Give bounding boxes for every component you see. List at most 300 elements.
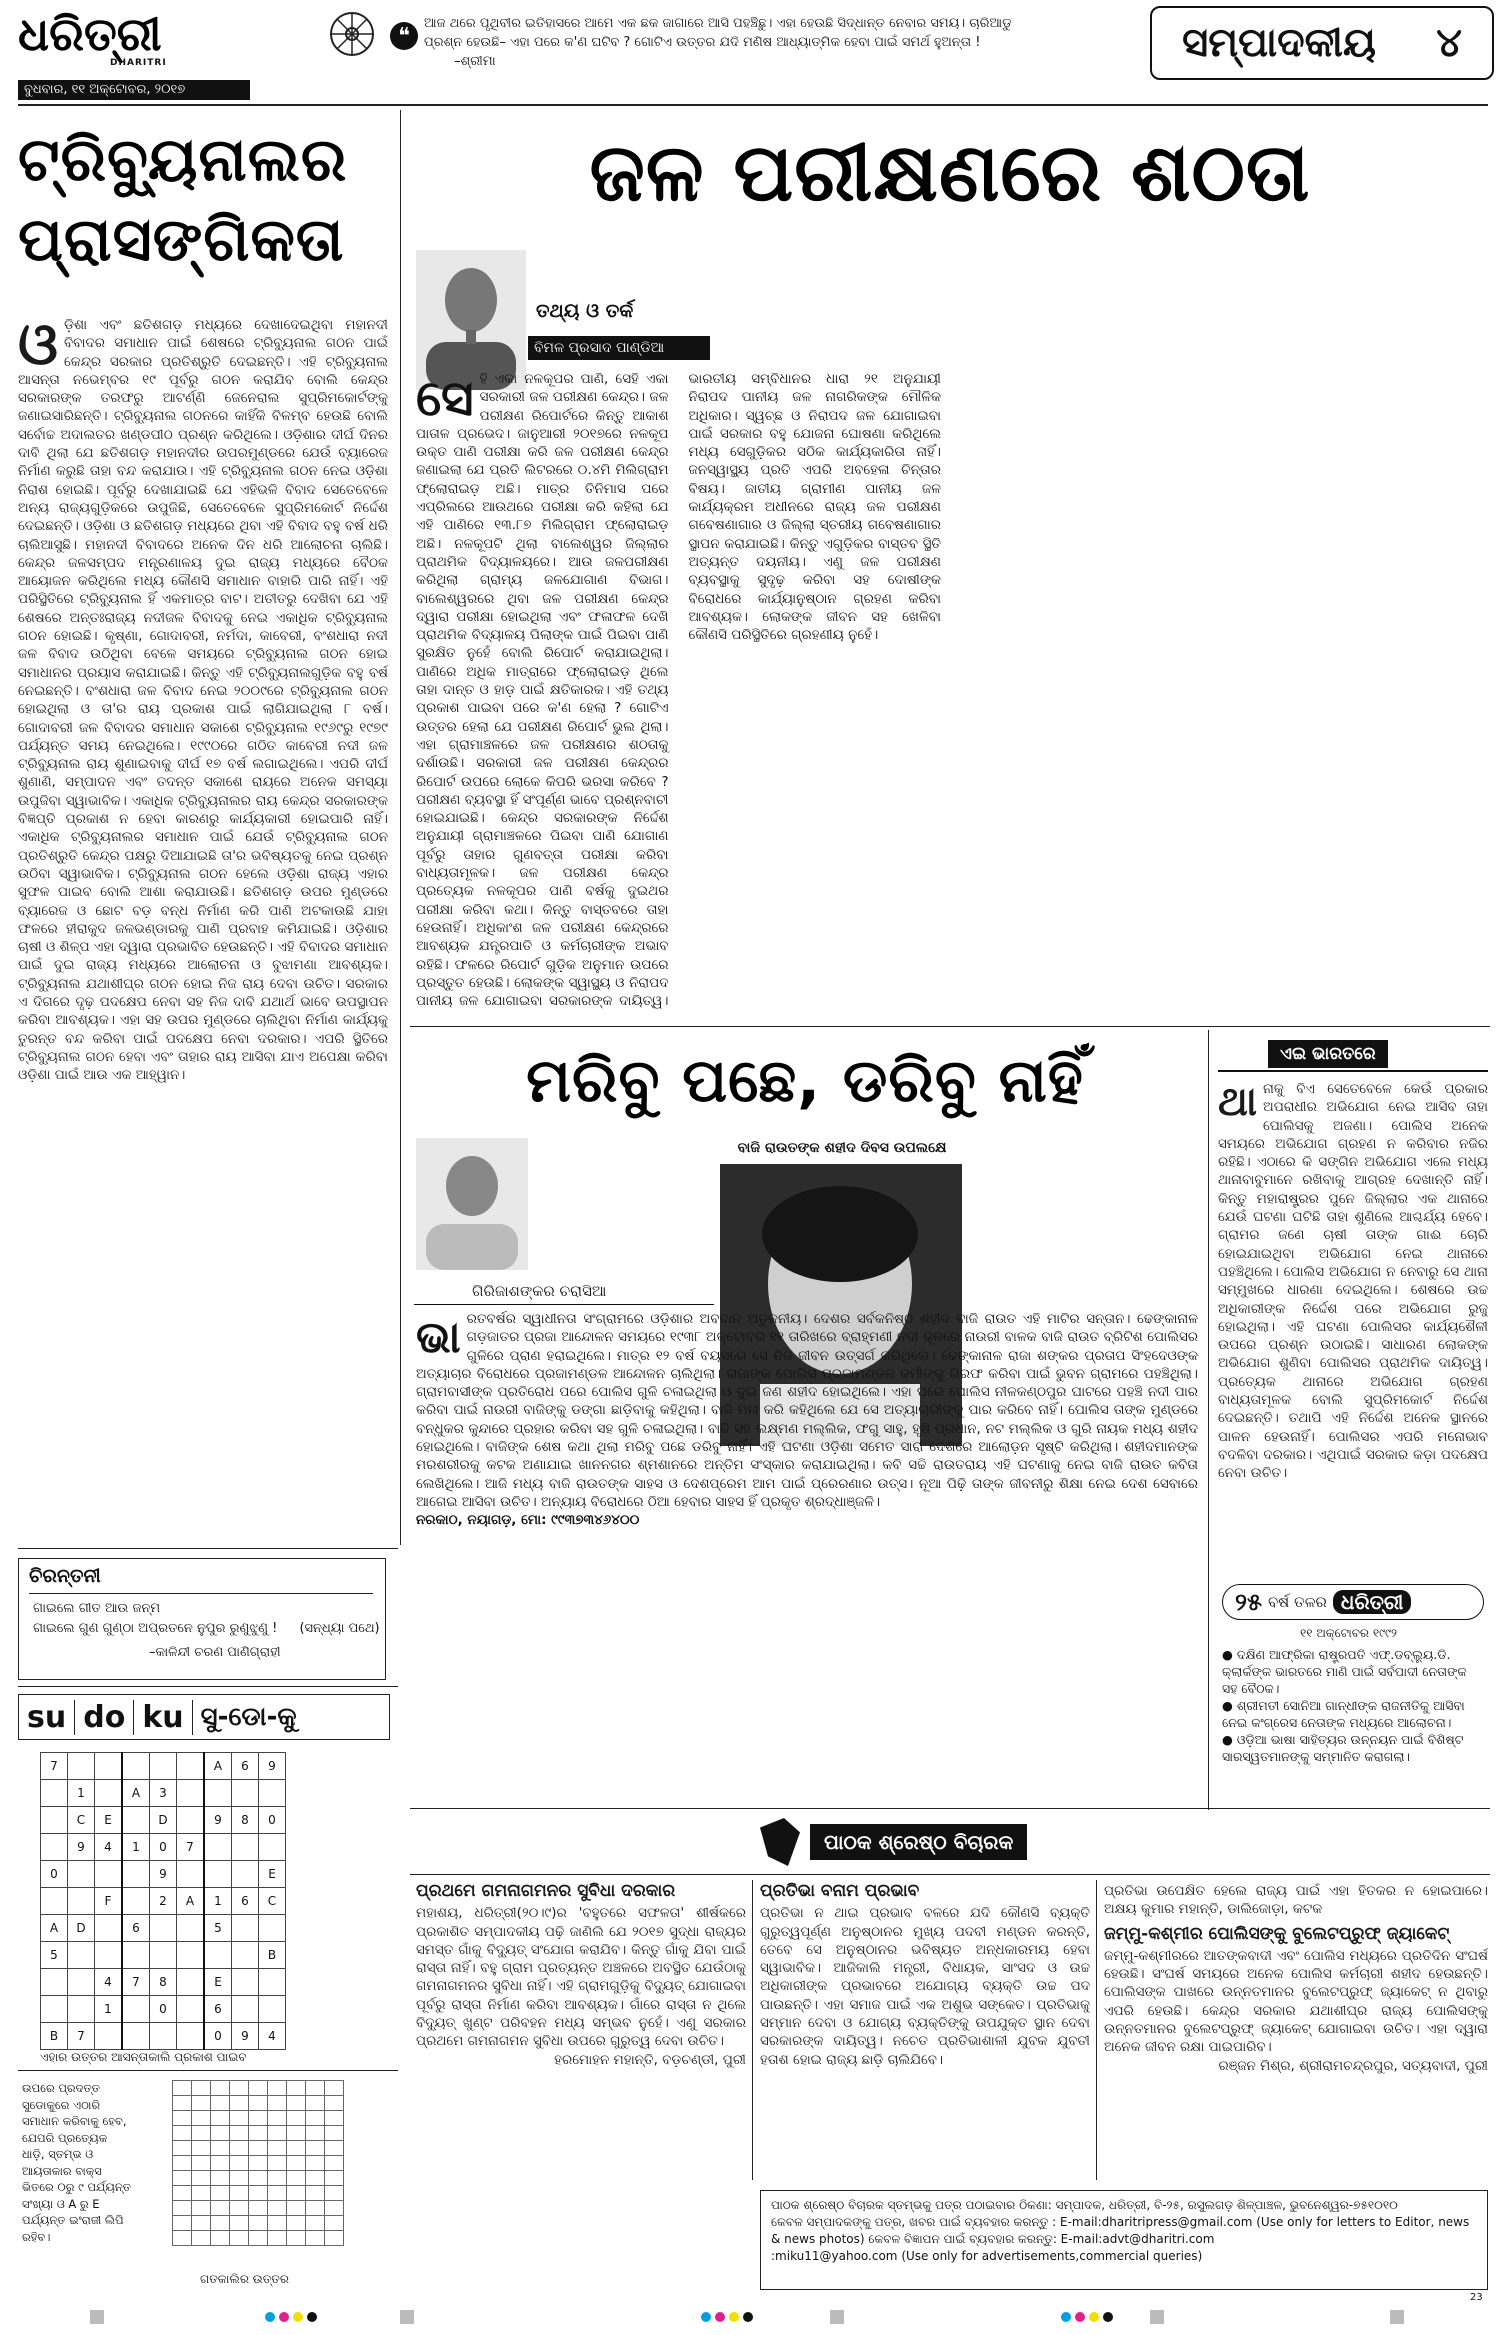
letters-footer-advt: :miku11@yahoo.com (Use only for advertisements,commercial queries) xyxy=(771,2249,1203,2263)
sudoku-cell xyxy=(150,1942,177,1969)
answer-cell xyxy=(173,2156,192,2171)
quote-author: –ଶ୍ରୀମା xyxy=(454,54,496,69)
answer-cell xyxy=(268,2141,287,2156)
ei-bharat-title: ଏଇ ଭାରତରେ xyxy=(1268,1040,1388,1068)
letter-3-signature: ରଞ୍ଜନ ମିଶ୍ର, ଶ୍ରୀରାମଚନ୍ଦ୍ରପୁର, ସତ୍ୟବାଦୀ, ପୁରୀ xyxy=(1218,2057,1488,2074)
answer-cell xyxy=(325,2186,344,2201)
sudoku-cell: 8 xyxy=(150,1969,177,1996)
ei-bharat-title-bar xyxy=(1218,1040,1488,1072)
answer-row xyxy=(173,2171,344,2186)
article2-dropcap: ଭା xyxy=(416,1312,461,1363)
sudoku-cell: 8 xyxy=(232,1807,259,1834)
sudoku-row xyxy=(41,2023,286,2050)
answer-cell xyxy=(268,2171,287,2186)
quote-mark-icon: ❝ xyxy=(390,22,418,50)
answer-cell xyxy=(249,2096,268,2111)
answer-cell xyxy=(306,2216,325,2231)
answer-cell xyxy=(287,2096,306,2111)
sudoku-cell xyxy=(259,1996,286,2023)
answer-cell xyxy=(325,2216,344,2231)
masthead-date: ବୁଧବାର, ୧୧ ଅକ୍ଟୋବର, ୨୦୧୭ xyxy=(24,82,186,97)
sudoku-note: ଏହାର ଉତ୍ତର ଆସନ୍ତାକାଲି ପ୍ରକାଶ ପାଇବ xyxy=(40,2050,247,2064)
article1-text: ହି ଏକା ନଳକୂପର ପାଣି, ସେହି ଏକା ସରକାରୀ ଜଳ ପରୀକ୍ଷଣ କେନ୍ଦ୍ର। ଜଳ ପରୀକ୍ଷଣ ରିପୋର୍ଟରେ କିନ୍ତୁ ଆକାଶ ପାତାଳ ପ୍ରଭେଦ। ଜାନୁଆରୀ ୨୦୧୭ରେ ନଳକୂପ ଉକ୍ତ ପାଣି ପରୀକ୍ଷା କରି ଜଳ ପରୀକ୍ଷଣ କେନ୍ଦ୍ର ଜଣାଇଲା ଯେ ପ୍ରତି ଲିଟରରେ ୦.୪ମି ମିଲିଗ୍ରାମ ଫ୍ଲୋରାଇଡ଼ ଅଛି। ମାତ୍ର ତିନିମାସ ପରେ ଏପ୍ରିଲରେ ଆଉଥରେ ପରୀକ୍ଷା କରି କହିଲା ଯେ ଏହି ପାଣିରେ ୧୩.୮୭ ମିଲିଗ୍ରାମ ଫ୍ଲୋରାଇଡ଼ ଅଛି। ନଳକୂପଟି ଥିଲା ବାଲେଶ୍ୱର ଜିଲ୍ଲାର ପ୍ରାଥମିକ ବିଦ୍ୟାଳୟରେ। ଆଉ ଜଳପରୀକ୍ଷଣ କରିଥିଲା ଗ୍ରାମ୍ୟ ଜଳଯୋଗାଣ ବିଭାଗ। ବାଲେଶ୍ୱରରେ ଥିବା ଜଳ ପରୀକ୍ଷଣ କେନ୍ଦ୍ର ଦ୍ୱାରା ପରୀକ୍ଷା ହୋଇଥିଲା ଏବଂ ଫଳାଫଳ ଦେଖି ପ୍ରାଥମିକ ବିଦ୍ୟାଳୟ ପିଲାଙ୍କ ପାଇଁ ପିଇବା ପାଣି ସୁରକ୍ଷିତ ନୁହେଁ ବୋଲି ରିପୋର୍ଟ କରାଯାଇଥିଲା। ପାଣିରେ ଅଧିକ ମାତ୍ରାରେ ଫ୍ଲୋରାଇଡ଼ ଥିଲେ ତାହା ଦାନ୍ତ ଓ ହାଡ଼ ପାଇଁ କ୍ଷତିକାରକ। ଏହି ତଥ୍ୟ ପ୍ରକାଶ ପାଇବା ପରେ କ'ଣ ହେଲା ? ଗୋଟିଏ ଉତ୍ତର ହେଲା ଯେ ପରୀକ୍ଷଣ ରିପୋର୍ଟ ଭୁଲ ଥିଲା। ଏହା ଗ୍ରାମାଞ୍ଚଳରେ ଜଳ ପରୀକ୍ଷଣର ଶଠତାକୁ ଦର୍ଶାଉଛି। ସରକାରୀ ଜଳ ପରୀକ୍ଷଣ କେନ୍ଦ୍ରର ରିପୋର୍ଟ ଉପରେ ଲୋକେ କିପରି ଭରସା କରିବେ ? ପରୀକ୍ଷଣ ବ୍ୟବସ୍ଥା ହିଁ ସଂପୂର୍ଣ୍ଣ ଭାବେ ପ୍ରଶ୍ନବାଚୀ ହୋଇଯାଇଛି। କେନ୍ଦ୍ର ସରକାରଙ୍କ ନିର୍ଦ୍ଦେଶ ଅନୁଯାୟୀ ଗ୍ରାମାଞ୍ଚଳରେ ପିଇବା ପାଣି ଯୋଗାଣ ପୂର୍ବରୁ ତାହାର ଗୁଣବତ୍ତା ପରୀକ୍ଷା କରିବା ବାଧ୍ୟତାମୂଳକ। ଜଳ ପରୀକ୍ଷଣ କେନ୍ଦ୍ର ପ୍ରତ୍ୟେକ ନଳକୂପର ପାଣି ବର୍ଷକୁ ଦୁଇଥର ପରୀକ୍ଷା କରିବା କଥା। କିନ୍ତୁ ବାସ୍ତବରେ ତାହା ହେଉନାହିଁ। ଅଧିକାଂଶ ଜଳ ପରୀକ୍ଷଣ କେନ୍ଦ୍ରରେ ଆବଶ୍ୟକ ଯନ୍ତ୍ରପାତି ଓ କର୍ମଚାରୀଙ୍କ ଅଭାବ ରହିଛି। ଫଳରେ ରିପୋର୍ଟ ଗୁଡ଼ିକ ଅନୁମାନ ଉପରେ ପ୍ରସ୍ତୁତ ହେଉଛି। ଲୋକଙ୍କ ସ୍ୱାସ୍ଥ୍ୟ ଓ ନିରାପଦ ପାନୀୟ ଜଳ ଯୋଗାଇବା ସରକାରଙ୍କ ଦାୟିତ୍ୱ। ଭାରତୀୟ ସମ୍ବିଧାନର ଧାରା ୨୧ ଅନୁଯାୟୀ ନିରାପଦ ପାନୀୟ ଜଳ ନାଗରିକଙ୍କ ମୌଳିକ ଅଧିକାର। ସ୍ୱଚ୍ଛ ଓ ନିରାପଦ ଜଳ ଯୋଗାଇବା ପାଇଁ ସରକାର ବହୁ ଯୋଜନା ଘୋଷଣା କରିଥିଲେ ମଧ୍ୟ ସେଗୁଡ଼ିକର ସଠିକ କାର୍ଯ୍ୟକାରିତା ନାହିଁ। ଜନସ୍ୱାସ୍ଥ୍ୟ ପ୍ରତି ଏପରି ଅବହେଳା ଚିନ୍ତାର ବିଷୟ। ଜାତୀୟ ଗ୍ରାମୀଣ ପାନୀୟ ଜଳ କାର୍ଯ୍ୟକ୍ରମ ଅଧୀନରେ ରାଜ୍ୟ ଜଳ ପରୀକ୍ଷଣ ଗବେଷଣାଗାର ଓ ଜିଲ୍ଲା ସ୍ତରୀୟ ଗବେଷଣାଗାର ସ୍ଥାପନ କରାଯାଇଛି। କିନ୍ତୁ ଏଗୁଡ଼ିକର ବାସ୍ତବ ସ୍ଥିତି ଅତ୍ୟନ୍ତ ଦୟନୀୟ। ଏଣୁ ଜଳ ପରୀକ୍ଷଣ ବ୍ୟବସ୍ଥାକୁ ସୁଦୃଢ଼ କରିବା ସହ ଦୋଷୀଙ୍କ ବିରୋଧରେ କାର୍ଯ୍ୟାନୁଷ୍ଠାନ ଗ୍ରହଣ କରିବା ଆବଶ୍ୟକ। ଲୋକଙ୍କ ଜୀବନ ସହ ଖେଳିବା କୌଣସି ପରିସ୍ଥିତିରେ ଗ୍ରହଣୀୟ ନୁହେଁ। xyxy=(416,371,941,1010)
answer-cell xyxy=(230,2231,249,2246)
answer-cell xyxy=(230,2126,249,2141)
article2-headline: ମରିବୁ ପଛେ, ଡରିବୁ ନାହିଁ xyxy=(526,1046,1084,1116)
sudoku-cell xyxy=(177,1915,205,1942)
sudoku-cell xyxy=(68,1753,95,1780)
sudoku-title-su: su xyxy=(19,1700,75,1735)
sudoku-cell xyxy=(122,1888,150,1915)
sudoku-cell xyxy=(204,1942,232,1969)
letter-2-body: ପ୍ରତିଭା ନ ଥାଇ ପ୍ରଭାବ ବଳରେ ଯଦି କୌଣସି ବ୍ୟକ୍ତି ଗୁରୁତ୍ୱପୂର୍ଣ୍ଣ ଅନୁଷ୍ଠାନର ମୁଖ୍ୟ ପଦବୀ ମଣ୍ଡନ କରନ୍ତି, ତେବେ ସେ ଅନୁଷ୍ଠାନର ଭବିଷ୍ୟତ ଅନ୍ଧକାରମୟ ହେବା ସ୍ୱାଭାବିକ। ଆଜିକାଲି ମନ୍ତ୍ରୀ, ବିଧାୟକ, ସାଂସଦ ଓ ଉଚ୍ଚ ଅଧିକାରୀଙ୍କ ପ୍ରଭାବରେ ଅଯୋଗ୍ୟ ବ୍ୟକ୍ତି ଉଚ୍ଚ ପଦ ପାଉଛନ୍ତି। ଏହା ସମାଜ ପାଇଁ ଏକ ଅଶୁଭ ସଙ୍କେତ। ପ୍ରତିଭାକୁ ସମ୍ମାନ ଦେବା ଓ ଯୋଗ୍ୟ ବ୍ୟକ୍ତିଙ୍କୁ ଉପଯୁକ୍ତ ସ୍ଥାନ ଦେବା ସରକାରଙ୍କ ଦାୟିତ୍ୱ। ନଚେତ ପ୍ରତିଭାଶାଳୀ ଯୁବକ ଯୁବତୀ ହତାଶ ହୋଇ ରାଜ୍ୟ ଛାଡ଼ି ଚାଲିଯିବେ। xyxy=(760,1905,1090,2068)
sudoku-cell: 4 xyxy=(259,2023,286,2050)
masthead-date-bar xyxy=(18,80,250,100)
sudoku-title xyxy=(18,1694,390,1740)
article2-photo-caption: ବାଜି ରାଉତଙ୍କ ଶହୀଦ ଦିବସ ଉପଲକ୍ଷେ xyxy=(737,1140,947,1156)
sudoku-cell: 4 xyxy=(95,1969,123,1996)
answer-cell xyxy=(173,2186,192,2201)
sudoku-cell xyxy=(95,1861,123,1888)
article2-author-bar xyxy=(414,1278,714,1305)
article1-author-photo xyxy=(416,250,526,390)
sudoku-cell xyxy=(41,1888,68,1915)
article2-author-photo xyxy=(416,1138,528,1270)
answer-row xyxy=(173,2141,344,2156)
answer-cell xyxy=(211,2216,230,2231)
logo-text: ଧରିତ୍ରୀ xyxy=(18,7,162,61)
letter-3-heading: ଜମ୍ମୁ-କଶ୍ମୀର ପୋଲିସଙ୍କୁ ବୁଲେଟପ୍ରୁଫ୍ ଜ୍ୟାକେଟ୍ xyxy=(1104,1923,1450,1944)
letters-title: ପାଠକ ଶ୍ରେଷ୍ଠ ବିଚାରକ xyxy=(810,1824,1027,1860)
answer-cell xyxy=(211,2201,230,2216)
sudoku-cell xyxy=(41,1996,68,2023)
answer-cell xyxy=(173,2231,192,2246)
answer-cell xyxy=(306,2201,325,2216)
answer-cell xyxy=(192,2126,211,2141)
sudoku-cell xyxy=(232,1942,259,1969)
quote-text: ଆଜ ଥରେ ପୃଥିବୀର ଇତିହାସରେ ଆମେ ଏକ ଛକ ଜାଗାରେ ଆସି ପହଞ୍ଚିଛୁ। ଏହା ହେଉଛି ସିଦ୍ଧାନ୍ତ ନେବାର ସମୟ। ଚାରିଆଡୁ ପ୍ରଶ୍ନ ହେଉଛି– ଏହା ପରେ କ'ଣ ଘଟିବ ? ଗୋଟିଏ ଉତ୍ତର ଯଦି ମଣିଷ ଆଧ୍ୟାତ୍ମିକ ହେବା ପାଇଁ ସମର୍ଥ ହୁଅନ୍ତା ! xyxy=(424,16,1012,50)
answer-cell xyxy=(268,2186,287,2201)
answer-cell xyxy=(192,2186,211,2201)
sudoku-cell xyxy=(204,1780,232,1807)
answer-cell xyxy=(287,2171,306,2186)
answer-cell xyxy=(192,2231,211,2246)
sudoku-cell xyxy=(259,1915,286,1942)
answer-cell xyxy=(211,2111,230,2126)
anniversary-list xyxy=(1222,1646,1486,1804)
chirantani-author: –କାଳିନ୍ଦୀ ଚରଣ ପାଣିଗ୍ରାହୀ xyxy=(149,1645,281,1660)
chirantani-box xyxy=(18,1558,386,1680)
letters-footer-email: କେବଳ ସମ୍ପାଦକଙ୍କୁ ପତ୍ର, ଖବର ପାଇଁ ବ୍ୟବହାର କରନ୍ତୁ : E-mail:dharitripress@gmail.com (Use only for letters to Editor, news & news photos) କେବଳ ବିଜ୍ଞାପନ ପାଇଁ ବ୍ୟବହାର କରନ୍ତୁ: E-mail:advt@dharitri.com xyxy=(771,2215,1470,2246)
sudoku-cell: 0 xyxy=(150,1996,177,2023)
sudoku-cell: B xyxy=(259,1942,286,1969)
article2-body xyxy=(416,1310,1198,1800)
sudoku-cell: 7 xyxy=(122,1969,150,1996)
sudoku-cell: 5 xyxy=(41,1942,68,1969)
answer-row xyxy=(173,2096,344,2111)
answer-cell xyxy=(192,2111,211,2126)
sudoku-cell: 6 xyxy=(232,1753,259,1780)
anniversary-item: ● ଦକ୍ଷିଣ ଆଫ୍ରିକା ରାଷ୍ଟ୍ରପତି ଏଫ୍.ଡବ୍ଲ୍ୟୁ.ଡି. କ୍ଲାର୍କଙ୍କ ଭାରତରେ ମାଣି ପାଇଁ ସର୍ବପାଦୀ ନେତାଙ୍କ ସହ ବୈଠକ। xyxy=(1222,1647,1467,1696)
anniversary-prefix: ୨୫ xyxy=(1235,1588,1262,1616)
answer-cell xyxy=(230,2111,249,2126)
masthead-logo xyxy=(18,8,248,74)
editorial-body xyxy=(18,316,388,1538)
anniversary-date: ୧୧ ଅକ୍ଟୋବର ୧୯୯୨ xyxy=(1300,1626,1397,1640)
editorial-headline xyxy=(18,120,388,280)
article1-column-label: ତଥ୍ୟ ଓ ତର୍କ xyxy=(536,300,634,322)
sudoku-cell: 7 xyxy=(177,1834,205,1861)
letter-1-body: ମହାଶୟ, ଧରିତ୍ରୀ(୨୦।୯)ର 'ବହୁତରେ ସଫଳତା' ଶୀର୍ଷକରେ ପ୍ରକାଶିତ ସମ୍ପାଦକୀୟ ପଢ଼ି ଜାଣିଲି ଯେ ୨୦୧୭ ସୁଦ୍ଧା ରାଜ୍ୟର ସମସ୍ତ ଗାଁକୁ ବିଦ୍ୟୁତ୍ ସଂଯୋଗ କରାଯିବ। କିନ୍ତୁ ଗାଁକୁ ଯିବା ପାଇଁ ରାସ୍ତା ନାହିଁ। ବହୁ ଗ୍ରାମ ପ୍ରତ୍ୟନ୍ତ ଅଞ୍ଚଳରେ ଅବସ୍ଥିତ ଯେଉଁଠାକୁ ଗମନାଗମନର ସୁବିଧା ନାହିଁ। ଏହି ଗ୍ରାମଗୁଡ଼ିକୁ ବିଦ୍ୟୁତ୍ ଯୋଗାଇବା ପୂର୍ବରୁ ରାସ୍ତା ନିର୍ମାଣ କରିବା ଆବଶ୍ୟକ। ଗାଁରେ ରାସ୍ତା ନ ଥିଲେ ବିଦ୍ୟୁତ୍ ଖୁଣ୍ଟ ପରିବହନ ମଧ୍ୟ ସମ୍ଭବ ନୁହେଁ। ଏଣୁ ସରକାର ପ୍ରଥମେ ଗମନାଗମନ ସୁବିଧା ଉପରେ ଗୁରୁତ୍ୱ ଦେବା ଉଚିତ। xyxy=(416,1905,746,2050)
sudoku-row xyxy=(41,1807,286,1834)
sudoku-cell: 1 xyxy=(122,1834,150,1861)
chirantani-note: (ସନ୍ଧ୍ୟା ପଥେ) xyxy=(299,1621,380,1636)
anniversary-item: ● ଶ୍ରୀମତୀ ସୋନିଆ ଗାନ୍ଧୀଙ୍କ ରାଜନୀତିକୁ ଆସିବା ନେଇ କଂଗ୍ରେସ ନେତାଙ୍କ ମଧ୍ୟରେ ଆଲୋଚନା। xyxy=(1222,1698,1465,1730)
sudoku-cell xyxy=(95,1942,123,1969)
sudoku-cell xyxy=(122,1996,150,2023)
article1-author: ବିମଳ ପ୍ରସାଦ ପାଣ୍ଡିଆ xyxy=(534,340,665,356)
answer-cell xyxy=(249,2141,268,2156)
sudoku-cell: 6 xyxy=(122,1915,150,1942)
sudoku-cell: 0 xyxy=(41,1861,68,1888)
answer-cell xyxy=(249,2081,268,2096)
answer-cell xyxy=(325,2096,344,2111)
answer-cell xyxy=(230,2141,249,2156)
letters-footer-address: ପାଠକ ଶ୍ରେଷ୍ଠ ବିଚାରକ ସ୍ତମ୍ଭକୁ ପତ୍ର ପଠାଇବାର ଠିକଣା: ସମ୍ପାଦକ, ଧରିତ୍ରୀ, ବି-୨୫, ରସୁଲଗଡ଼ ଶିଳ୍ପାଞ୍ଚଳ, ଭୁବନେଶ୍ୱର-୭୫୧୦୧୦ xyxy=(771,2198,1398,2212)
sudoku-row xyxy=(41,1888,286,1915)
answer-cell xyxy=(192,2171,211,2186)
answer-cell xyxy=(211,2171,230,2186)
sudoku-cell xyxy=(41,1780,68,1807)
answer-row xyxy=(173,2201,344,2216)
answer-cell xyxy=(287,2216,306,2231)
sudoku-row xyxy=(41,1753,286,1780)
anniversary-banner xyxy=(1222,1584,1484,1620)
answer-cell xyxy=(230,2186,249,2201)
sudoku-instructions: ଉପରେ ପ୍ରଦତ୍ତ ସୁଡୋକୁରେ ଏଠାରି ସମାଧାନ କରିବାକୁ ହେବ, ଯେପରି ପ୍ରତ୍ୟେକ ଧାଡ଼ି, ସ୍ତମ୍ଭ ଓ ଆୟତାକାର ବାକ୍ସ ଭିତରେ ୦ରୁ ୯ ପର୍ଯ୍ୟନ୍ତ ସଂଖ୍ୟା ଓ A ରୁ E ପର୍ଯ୍ୟନ୍ତ ଇଂରାଜୀ ଲିପି ରହିବ। xyxy=(22,2081,131,2244)
answer-cell xyxy=(306,2171,325,2186)
sudoku-cell xyxy=(41,1834,68,1861)
sudoku-cell xyxy=(232,1996,259,2023)
sudoku-row xyxy=(41,1996,286,2023)
sudoku-cell: E xyxy=(259,1861,286,1888)
anniversary-logo: ଧରିତ୍ରୀ xyxy=(1333,1590,1411,1614)
answer-row xyxy=(173,2081,344,2096)
emblem-icon xyxy=(328,10,376,58)
sudoku-row xyxy=(41,1915,286,1942)
masthead-quote xyxy=(424,14,1014,70)
sudoku-cell: 1 xyxy=(204,1888,232,1915)
sudoku-cell: 9 xyxy=(150,1861,177,1888)
sudoku-cell: C xyxy=(68,1807,95,1834)
sudoku-cell: 0 xyxy=(259,1807,286,1834)
sudoku-cell: C xyxy=(259,1888,286,1915)
sudoku-cell xyxy=(177,1942,205,1969)
sudoku-cell xyxy=(122,1942,150,1969)
sudoku-cell xyxy=(68,1861,95,1888)
ei-bharat-body xyxy=(1218,1080,1488,1574)
answer-cell xyxy=(192,2096,211,2111)
sudoku-cell xyxy=(68,1942,95,1969)
answer-cell xyxy=(211,2081,230,2096)
answer-cell xyxy=(192,2156,211,2171)
answer-cell xyxy=(211,2156,230,2171)
answer-cell xyxy=(211,2141,230,2156)
sudoku-cell xyxy=(122,1861,150,1888)
article2-author: ଗିରିଜାଶଙ୍କର ଚରାସିଆ xyxy=(472,1282,607,1300)
answer-cell xyxy=(173,2096,192,2111)
sudoku-cell: 9 xyxy=(204,1807,232,1834)
letters-footer xyxy=(760,2190,1488,2290)
sudoku-cell: 9 xyxy=(259,1753,286,1780)
editorial-headline-line2: ପ୍ରାସଙ୍ଗିକତା xyxy=(18,205,345,275)
sudoku-title-do: do xyxy=(75,1700,134,1735)
answer-cell xyxy=(268,2081,287,2096)
answer-cell xyxy=(268,2111,287,2126)
answer-cell xyxy=(192,2216,211,2231)
sudoku-cell xyxy=(122,2023,150,2050)
letter-3 xyxy=(1104,1882,1488,2182)
sudoku-cell xyxy=(177,1807,205,1834)
sudoku-cell: 0 xyxy=(204,2023,232,2050)
page-folio: 23 xyxy=(1470,2292,1483,2303)
answer-cell xyxy=(268,2096,287,2111)
sudoku-row xyxy=(41,1969,286,1996)
answer-cell xyxy=(249,2231,268,2246)
sudoku-cell xyxy=(150,2023,177,2050)
answer-cell xyxy=(173,2201,192,2216)
answer-cell xyxy=(192,2201,211,2216)
sudoku-cell: 2 xyxy=(150,1888,177,1915)
sudoku-cell: F xyxy=(95,1888,123,1915)
sudoku-cell xyxy=(95,1753,123,1780)
sudoku-cell xyxy=(122,1807,150,1834)
sudoku-cell xyxy=(95,1915,123,1942)
chirantani-title: ଚିରନ୍ତନୀ xyxy=(29,1565,101,1587)
answer-cell xyxy=(211,2186,230,2201)
sudoku-cell xyxy=(41,1969,68,1996)
answer-cell xyxy=(211,2096,230,2111)
sudoku-cell: 9 xyxy=(232,2023,259,2050)
sudoku-answer-grid xyxy=(172,2080,344,2246)
answer-cell xyxy=(230,2216,249,2231)
sudoku-cell: 6 xyxy=(204,1996,232,2023)
answer-cell xyxy=(325,2156,344,2171)
sudoku-cell xyxy=(259,1969,286,1996)
sudoku-cell: A xyxy=(41,1915,68,1942)
answer-cell xyxy=(230,2201,249,2216)
sudoku-cell xyxy=(150,1915,177,1942)
chirantani-line1: ଗାଇଲେ ଗୀତ ଆଉ ଜନ୍ମ xyxy=(33,1601,161,1616)
answer-cell xyxy=(230,2156,249,2171)
sudoku-cell: E xyxy=(204,1969,232,1996)
answer-cell xyxy=(306,2141,325,2156)
sudoku-cell: 7 xyxy=(41,1753,68,1780)
sudoku-row xyxy=(41,1942,286,1969)
sudoku-cell xyxy=(232,1915,259,1942)
answer-row xyxy=(173,2216,344,2231)
answer-cell xyxy=(211,2231,230,2246)
answer-cell xyxy=(173,2171,192,2186)
letter-1 xyxy=(416,1882,746,2292)
ei-bharat-text: ନାକୁ ବିଏ ସେତେବେଳେ କେଉଁ ପ୍ରକାର ଅପରାଧୀର ଅଭିଯୋଗ ନେଇ ଆସିବ ତାହା ପୋଲିସକୁ ଅଜଣା। ପୋଲିସ ଅନେକ ସମୟରେ ଅଭିଯୋଗ ଗ୍ରହଣ ନ କରିବାର ନଜିର ରହିଛି। ଏଠାରେ କି ସଙ୍ଗିନ ଅଭିଯୋଗ ଏଲେ ମଧ୍ୟ ଥାନାବାବୁମାନେ ରଖିବାକୁ ଆଗ୍ରହ ଦେଖାନ୍ତି ନାହିଁ। କିନ୍ତୁ ମହାରାଷ୍ଟ୍ରର ପୁନେ ଜିଲ୍ଲାର ଏକ ଥାନାରେ ଯେଉଁ ଘଟଣା ଘଟିଛି ତାହା ଶୁଣିଲେ ଆଶ୍ଚର୍ଯ୍ୟ ହେବେ। ଗ୍ରାମର ଜଣେ ଚାଷୀ ତାଙ୍କ ଗାଈ ଚୋରି ହୋଇଯାଇଥିବା ଅଭିଯୋଗ ନେଇ ଥାନାରେ ପହଞ୍ଚିଥିଲେ। ପୋଲିସ ଅଭିଯୋଗ ନ ନେବାରୁ ସେ ଥାନା ସମ୍ମୁଖରେ ଧାରଣା ଦେଇଥିଲେ। ଶେଷରେ ଉଚ୍ଚ ଅଧିକାରୀଙ୍କ ନିର୍ଦ୍ଦେଶ ପରେ ଅଭିଯୋଗ ରୁଜୁ ହୋଇଥିଲା। ଏହି ଘଟଣା ପୋଲିସର କାର୍ଯ୍ୟଶୈଳୀ ଉପରେ ପ୍ରଶ୍ନ ଉଠାଇଛି। ସାଧାରଣ ଲୋକଙ୍କ ଅଭିଯୋଗ ଶୁଣିବା ପୋଲିସର ପ୍ରାଥମିକ ଦାୟିତ୍ୱ। ପ୍ରତ୍ୟେକ ଥାନାରେ ଅଭିଯୋଗ ଗ୍ରହଣ ବାଧ୍ୟତାମୂଳକ ବୋଲି ସୁପ୍ରିମକୋର୍ଟ ନିର୍ଦ୍ଦେଶ ଦେଇଛନ୍ତି। ତଥାପି ଏହି ନିର୍ଦ୍ଦେଶ ଅନେକ ସ୍ଥାନରେ ପାଳନ ହେଉନାହିଁ। ପୋଲିସର ଏପରି ମନୋଭାବ ବଦଳିବା ଦରକାର। ଏଥିପାଇଁ ସରକାର କଡ଼ା ପଦକ୍ଷେପ ନେବା ଉଚିତ। xyxy=(1218,1081,1488,1482)
answer-cell xyxy=(287,2231,306,2246)
sudoku-cell xyxy=(177,1753,205,1780)
answer-cell xyxy=(173,2216,192,2231)
answer-cell xyxy=(325,2126,344,2141)
ei-bharat-dropcap: ଥା xyxy=(1218,1080,1258,1125)
sudoku-cell xyxy=(122,1753,150,1780)
answer-cell xyxy=(268,2216,287,2231)
letter-3-pre: ପ୍ରତିଭା ଉପେକ୍ଷିତ ହେଲେ ରାଜ୍ୟ ପାଇଁ ଏହା ହିତକର ନ ହୋଇପାରେ। ଅକ୍ଷୟ କୁମାର ମହାନ୍ତି, ଡାଲିଜୋଡ଼ା, କଟକ xyxy=(1104,1883,1488,1918)
sudoku-cell xyxy=(177,2023,205,2050)
sudoku-cell: E xyxy=(95,1807,123,1834)
answer-cell xyxy=(230,2171,249,2186)
answer-cell xyxy=(230,2096,249,2111)
article1-author-bar xyxy=(528,336,710,360)
sudoku-cell xyxy=(95,2023,123,2050)
sudoku-row xyxy=(41,1834,286,1861)
article1-dropcap: ସେ xyxy=(416,370,474,427)
sudoku-cell: 3 xyxy=(150,1780,177,1807)
sudoku-title-ku: ku xyxy=(134,1700,192,1735)
answer-cell xyxy=(249,2201,268,2216)
sudoku-cell xyxy=(177,1780,205,1807)
answer-row xyxy=(173,2186,344,2201)
sudoku-cell: 1 xyxy=(68,1780,95,1807)
sudoku-cell xyxy=(232,1780,259,1807)
answer-row xyxy=(173,2156,344,2171)
answer-cell xyxy=(249,2111,268,2126)
sudoku-cell: 6 xyxy=(232,1888,259,1915)
sudoku-cell: 9 xyxy=(68,1834,95,1861)
sudoku-cell xyxy=(204,1861,232,1888)
registration-marks xyxy=(0,2306,1500,2328)
letter-1-signature: ହରମୋହନ ମହାନ୍ତି, ବଡ଼ଚଣ୍ଡୀ, ପୁରୀ xyxy=(554,2051,746,2068)
sudoku-cell: A xyxy=(204,1753,232,1780)
sudoku-cell xyxy=(232,1969,259,1996)
answer-cell xyxy=(249,2126,268,2141)
answer-cell xyxy=(173,2141,192,2156)
article1-headline: ଜଳ ପରୀକ୍ଷଣରେ ଶଠତା xyxy=(589,126,1311,219)
page-number: ୪ xyxy=(1436,20,1462,66)
answer-cell xyxy=(249,2171,268,2186)
answer-cell xyxy=(325,2141,344,2156)
answer-cell xyxy=(249,2216,268,2231)
answer-cell xyxy=(325,2231,344,2246)
answer-cell xyxy=(268,2156,287,2171)
sudoku-cell: B xyxy=(41,2023,68,2050)
answer-cell xyxy=(192,2141,211,2156)
sudoku-cell xyxy=(259,1834,286,1861)
sudoku-row xyxy=(41,1780,286,1807)
article1-body xyxy=(416,370,1486,1020)
editorial-dropcap: ଓ xyxy=(18,316,58,378)
answer-cell xyxy=(287,2111,306,2126)
sudoku-cell xyxy=(177,1969,205,1996)
sudoku-answer-label: ଗତକାଲିର ଉତ୍ତର xyxy=(200,2272,289,2286)
answer-cell xyxy=(287,2156,306,2171)
answer-cell xyxy=(325,2171,344,2186)
answer-cell xyxy=(287,2141,306,2156)
sudoku-cell xyxy=(177,1996,205,2023)
sudoku-cell: 5 xyxy=(204,1915,232,1942)
editorial-text: ଡ଼ିଶା ଏବଂ ଛତିଶଗଡ଼ ମଧ୍ୟରେ ଦେଖାଦେଇଥିବା ମହାନଦୀ ବିବାଦର ସମାଧାନ ପାଇଁ ଶେଷରେ ଟ୍ରିବ୍ୟୁନାଲ ଗଠନ ପାଇଁ କେନ୍ଦ୍ର ସରକାର ପ୍ରତିଶ୍ରୁତି ଦେଇଛନ୍ତି। ଏହି ଟ୍ରିବ୍ୟୁନାଲ ଆସନ୍ତା ନଭେମ୍ବର ୧୯ ପୂର୍ବରୁ ଗଠନ କରାଯିବ ବୋଲି କେନ୍ଦ୍ର ସରକାରଙ୍କ ତରଫରୁ ଆଟର୍ଣ୍ଣି ଜେନେରାଲ ସୁପ୍ରିମକୋର୍ଟଙ୍କୁ ଜଣାଇସାରିଛନ୍ତି। ଟ୍ରିବ୍ୟୁନାଲ ଗଠନରେ କାହିଁକି ବିଳମ୍ବ ହେଉଛି ବୋଲି ସର୍ବୋଚ୍ଚ ଅଦାଲତର ଖଣ୍ଡପୀଠ ପ୍ରଶ୍ନ କରିଥିଲେ। ଓଡ଼ିଶାର ଦୀର୍ଘ ଦିନର ଦାବି ଥିଲା ଯେ ଛତିଶଗଡ଼ ମହାନଦୀର ଉପରମୁଣ୍ଡରେ ଯେଉଁ ବ୍ୟାରେଜ ନିର୍ମାଣ କରୁଛି ତାହା ବନ୍ଦ କରାଯାଉ। ଏହି ଟ୍ରିବ୍ୟୁନାଲ ଗଠନ ନେଇ ଓଡ଼ିଶା ନିରାଶ ହୋଇଛି। ପୂର୍ବରୁ ଦେଖାଯାଇଛି ଯେ ଏହିଭଳି ବିବାଦ ସେତେବେଳେ ଅନ୍ୟ ରାଜ୍ୟଗୁଡ଼ିକରେ ଉପୁଜିଛି, ସେତେବେଳେ ସୁପ୍ରିମକୋର୍ଟ ନିର୍ଦ୍ଦେଶ ଦେଇଛନ୍ତି। ଓଡ଼ିଶା ଓ ଛତିଶଗଡ଼ ମଧ୍ୟରେ ଥିବା ଏହି ବିବାଦ ବହୁ ବର୍ଷ ଧରି ଚାଲିଆସୁଛି। ମହାନଦୀ ବିବାଦରେ ଅନେକ ଦିନ ଧରି ଆଲୋଚନା ଚାଲିଛି। କେନ୍ଦ୍ର ଜଳସମ୍ପଦ ମନ୍ତ୍ରଣାଳୟ ଦୁଇ ରାଜ୍ୟ ମଧ୍ୟରେ ବୈଠକ ଆୟୋଜନ କରିଥିଲେ ମଧ୍ୟ କୌଣସି ସମାଧାନ ବାହାରି ପାରି ନାହିଁ। ଏହି ପରିସ୍ଥିତିରେ ଟ୍ରିବ୍ୟୁନାଲ ହିଁ ଏକମାତ୍ର ବାଟ। ଅତୀତରୁ ଦେଖିବା ଯେ ଏହି ଶେଷରେ ଅନ୍ତଃରାଜ୍ୟ ନଦୀଜଳ ବିବାଦକୁ ନେଇ ଏକାଧିକ ଟ୍ରିବ୍ୟୁନାଲ ଗଠନ ହୋଇଛି। କୃଷ୍ଣା, ଗୋଦାବରୀ, ନର୍ମଦା, କାବେରୀ, ବଂଶଧାରା ନଦୀ ଜଳ ବିବାଦ ଉଠିଥିବା ବେଳେ ସମୟରେ ଟ୍ରିବ୍ୟୁନାଲ ଗଠନ ହୋଇ ସମାଧାନର ପ୍ରୟାସ କରାଯାଇଛି। କିନ୍ତୁ ଏହି ଟ୍ରିବ୍ୟୁନାଲଗୁଡ଼ିକ ବହୁ ବର୍ଷ ନେଇଛନ୍ତି। ବଂଶଧାରା ଜଳ ବିବାଦ ନେଇ ୨୦୦୯ରେ ଟ୍ରିବ୍ୟୁନାଲ ଗଠନ ହୋଇଥିଲା ଓ ତା'ର ରାୟ ପ୍ରକାଶ ପାଇଁ ଲାଗିଯାଇଥିଲା ୮ ବର୍ଷ। ଗୋଦାବରୀ ଜଳ ବିବାଦର ସମାଧାନ ସକାଶେ ଟ୍ରିବ୍ୟୁନାଲ ୧୯୬୯ରୁ ୧୯୭୯ ପର୍ଯ୍ୟନ୍ତ ସମୟ ନେଇଥିଲେ। ୧୯୯୦ରେ ଗଠିତ କାବେରୀ ନଦୀ ଜଳ ଟ୍ରିବ୍ୟୁନାଲ ରାୟ ଶୁଣାଇବାକୁ ଦୀର୍ଘ ୧୭ ବର୍ଷ ଲଗାଇଥିଲେ। ଏପରି ଦୀର୍ଘ ଶୁଣାଣି, ସମ୍ପାଦନ ଏବଂ ତଦନ୍ତ ସକାଶେ ରାୟରେ ଅନେକ ସମସ୍ୟା ଉପୁଜିବା ସ୍ୱାଭାବିକ। ଏକାଧିକ ଟ୍ରିବ୍ୟୁନାଲର ରାୟ କେନ୍ଦ୍ର ସରକାରଙ୍କ ବିଜ୍ଞପ୍ତି ପ୍ରକାଶ ନ ହେବା କାରଣରୁ କାର୍ଯ୍ୟକାରୀ ହୋଇପାରି ନାହିଁ। ଏକାଧିକ ଟ୍ରିବ୍ୟୁନାଲର ସମାଧାନ ପାଇଁ ଯେଉଁ ଟ୍ରିବ୍ୟୁନାଲ ଗଠନ ପ୍ରତିଶ୍ରୁତି କେନ୍ଦ୍ର ପକ୍ଷରୁ ଦିଆଯାଇଛି ତା'ର ଭବିଷ୍ୟତକୁ ନେଇ ପ୍ରଶ୍ନ ଉଠିବା ସ୍ୱାଭାବିକ। ଟ୍ରିବ୍ୟୁନାଲ ଗଠନ ହେଲେ ଓଡ଼ିଶା ରାଜ୍ୟ ଏହାର ସୁଫଳ ପାଇବ ବୋଲି ଆଶା କରାଯାଉଛି। ଛତିଶଗଡ଼ ଉପର ମୁଣ୍ଡରେ ବ୍ୟାରେଜ ଓ ଛୋଟ ବଡ଼ ବନ୍ଧ ନିର୍ମାଣ କରି ପାଣି ଅଟକାଉଛି ଯାହା ଫଳରେ ହୀରାକୁଦ ଜଳଭଣ୍ଡାରକୁ ପାଣି ପ୍ରବାହ କମିଯାଇଛି। ଓଡ଼ିଶାର ଚାଷୀ ଓ ଶିଳ୍ପ ଏହା ଦ୍ୱାରା ପ୍ରଭାବିତ ହେଉଛନ୍ତି। ଏହି ବିବାଦର ସମାଧାନ ପାଇଁ ଦୁଇ ରାଜ୍ୟ ମଧ୍ୟରେ ଆଲୋଚନା ଓ ବୁଝାମଣା ଆବଶ୍ୟକ। ଟ୍ରିବ୍ୟୁନାଲ ଯଥାଶୀଘ୍ର ଗଠନ ହୋଇ ନିଜ ରାୟ ଦେବା ଉଚିତ। ସରକାର ଏ ଦିଗରେ ଦୃଢ଼ ପଦକ୍ଷେପ ନେବା ସହ ନିଜ ଦାବି ଯଥାର୍ଥ ଭାବେ ଉପସ୍ଥାପନ କରିବା ଆବଶ୍ୟକ। ଏହା ସହ ଉପର ମୁଣ୍ଡରେ ଚାଲିଥିବା ନିର୍ମାଣ କାର୍ଯ୍ୟକୁ ତୁରନ୍ତ ବନ୍ଦ କରିବା ପାଇଁ ପଦକ୍ଷେପ ନେବା ଦରକାର। ଏପରି ସ୍ଥିତିରେ ଟ୍ରିବ୍ୟୁନାଲ ଗଠନ ହେବା ଏବଂ ତାହାର ରାୟ ଆସିବା ଯାଏ ଅପେକ୍ଷା କରିବା ଓଡ଼ିଶା ପାଇଁ ଆଉ ଏକ ଆହ୍ୱାନ। xyxy=(18,317,388,1084)
answer-cell xyxy=(325,2081,344,2096)
letter-2-heading: ପ୍ରତିଭା ବନାମ ପ୍ରଭାବ xyxy=(760,1882,920,1901)
sudoku-grid xyxy=(40,1752,286,2050)
sudoku-cell xyxy=(232,1861,259,1888)
answer-cell xyxy=(173,2111,192,2126)
logo-subtext: DHARITRI xyxy=(110,58,167,68)
sudoku-cell xyxy=(259,1780,286,1807)
answer-cell xyxy=(173,2081,192,2096)
sudoku-cell: 7 xyxy=(68,2023,95,2050)
answer-cell xyxy=(306,2156,325,2171)
sudoku-cell xyxy=(95,1780,123,1807)
answer-cell xyxy=(306,2081,325,2096)
sudoku-cell xyxy=(68,1996,95,2023)
sudoku-cell: D xyxy=(150,1807,177,1834)
answer-cell xyxy=(325,2111,344,2126)
answer-cell xyxy=(306,2111,325,2126)
sudoku-cell: 1 xyxy=(95,1996,123,2023)
anniversary-item: ● ଓଡ଼ିଆ ଭାଷା ସାହିତ୍ୟର ଉନ୍ନୟନ ପାଇଁ ବିଶିଷ୍ଟ ସାରସ୍ୱତମାନଙ୍କୁ ସମ୍ମାନିତ କରାଗଲା। xyxy=(1222,1732,1464,1764)
sudoku-cell xyxy=(150,1753,177,1780)
chirantani-line2: ଗାଇଲେ ଗୁଣ ଗୁଣ୍ଠା ଅପ୍ରତନେ ନୁପୁର ରୁଣୁଝୁଣୁ ! xyxy=(33,1621,278,1636)
answer-cell xyxy=(306,2231,325,2246)
answer-cell xyxy=(268,2201,287,2216)
answer-cell xyxy=(249,2156,268,2171)
answer-cell xyxy=(325,2201,344,2216)
answer-cell xyxy=(306,2126,325,2141)
answer-cell xyxy=(230,2081,249,2096)
editorial-headline-line1: ଟ୍ରିବ୍ୟୁନାଲର xyxy=(18,125,348,195)
answer-cell xyxy=(268,2231,287,2246)
answer-cell xyxy=(306,2186,325,2201)
answer-cell xyxy=(249,2186,268,2201)
sudoku-cell xyxy=(68,1888,95,1915)
section-label xyxy=(1150,6,1494,80)
section-title: ସମ୍ପାଦକୀୟ xyxy=(1182,20,1376,66)
sudoku-cell: 4 xyxy=(95,1834,123,1861)
sudoku-cell xyxy=(68,1969,95,1996)
letter-pen-icon xyxy=(760,1818,800,1866)
answer-cell xyxy=(287,2186,306,2201)
sudoku-cell xyxy=(232,1834,259,1861)
sudoku-cell: D xyxy=(68,1915,95,1942)
article2-byline: ନରକାଠ, ନୟାଗଡ଼, ମୋ: ୯୯୩୭୩୪୬୪୦୦ xyxy=(416,1512,640,1529)
sudoku-cell: A xyxy=(177,1888,205,1915)
letter-2 xyxy=(760,1882,1090,2182)
article2-text: ରତବର୍ଷର ସ୍ୱାଧୀନତା ସଂଗ୍ରାମରେ ଓଡ଼ିଶାର ଅବଦାନ ଅତୁଳନୀୟ। ଦେଶର ସର୍ବକନିଷ୍ଠ ଶହୀଦ ବାଜି ରାଉତ ଏହି ମାଟିର ସନ୍ତାନ। ଢେଙ୍କାନାଳ ଗଡ଼ଜାତର ପ୍ରଜା ଆନ୍ଦୋଳନ ସମୟରେ ୧୯୩୮ ଅକ୍ଟୋବର ୧୧ ତାରିଖରେ ବ୍ରାହ୍ମଣୀ ନଦୀ କୂଳରେ ନାଉରୀ ବାଳକ ବାଜି ରାଉତ ବ୍ରିଟିଶ ପୋଲିସର ଗୁଳିରେ ପ୍ରାଣ ହରାଇଥିଲେ। ମାତ୍ର ୧୨ ବର୍ଷ ବୟସରେ ସେ ନିଜ ଜୀବନ ଉତ୍ସର୍ଗ କରିଥିଲେ। ଢେଙ୍କାନାଳ ରାଜା ଶଙ୍କର ପ୍ରତାପ ସିଂହଦେଓଙ୍କ ଅତ୍ୟାଚାର ବିରୋଧରେ ପ୍ରଜାମଣ୍ଡଳ ଆନ୍ଦୋଳନ ଚାଲିଥିଲା। ରାଜାଙ୍କ ପୋଲିସ ପ୍ରଜାମଣ୍ଡଳ କର୍ମୀଙ୍କୁ ଗିରଫ କରିବା ପାଇଁ ଭୁବନ ଗ୍ରାମରେ ପହଞ୍ଚିଥିଲା। ଗ୍ରାମବାସୀଙ୍କ ପ୍ରତିରୋଧ ପରେ ପୋଲିସ ଗୁଳି ଚଳାଇଥିଲା ଓ ଦୁଇ ଜଣ ଶହୀଦ ହୋଇଥିଲେ। ଏହା ପରେ ପୋଲିସ ନୀଳକଣ୍ଠପୁର ଘାଟରେ ପହଞ୍ଚି ନଦୀ ପାର କରିବା ପାଇଁ ନାଉରୀ ବାଜିଙ୍କୁ ଡଙ୍ଗା ଛାଡ଼ିବାକୁ କହିଥିଲା। ବାଜି ମନା କରି କହିଥିଲେ ଯେ ସେ ଅତ୍ୟାଚାରୀଙ୍କୁ ପାର କରିବେ ନାହିଁ। ପୋଲିସ ତାଙ୍କ ମୁଣ୍ଡରେ ବନ୍ଧୁକର କୁନ୍ଦାରେ ପ୍ରହାର କରିବା ସହ ଗୁଳି ଚଳାଇଥିଲା। ବାଜି ସହ ଲକ୍ଷ୍ମଣ ମଲ୍ଲିକ, ଫଗୁ ସାହୁ, ହୃଷି ପ୍ରଧାନ, ନଟ ମଲ୍ଲିକ ଓ ଗୁରି ନାୟକ ମଧ୍ୟ ଶହୀଦ ହୋଇଥିଲେ। ବାଜିଙ୍କ ଶେଷ କଥା ଥିଲା ମରିବୁ ପଛେ ଡରିବୁ ନାହିଁ। ଏହି ଘଟଣା ଓଡ଼ିଶା ସମେତ ସାରା ଦେଶରେ ଆଲୋଡ଼ନ ସୃଷ୍ଟି କରିଥିଲା। ଶହୀଦମାନଙ୍କ ମରଶରୀରକୁ କଟକ ଅଣାଯାଇ ଖାନନଗର ଶ୍ମଶାନରେ ଅନ୍ତିମ ସଂସ୍କାର କରାଯାଇଥିଲା। କବି ସଚ୍ଚି ରାଉତରାୟ ଏହି ଘଟଣାକୁ ନେଇ ବାଜି ରାଉତ କବିତା ଲେଖିଥିଲେ। ଆଜି ମଧ୍ୟ ବାଜି ରାଉତଙ୍କ ସାହସ ଓ ଦେଶପ୍ରେମ ଆମ ପାଇଁ ପ୍ରେରଣାର ଉତ୍ସ। ନୂଆ ପିଢ଼ି ତାଙ୍କ ଜୀବନୀରୁ ଶିକ୍ଷା ନେଇ ଦେଶ ସେବାରେ ଆଗେଇ ଆସିବା ଉଚିତ। ଅନ୍ୟାୟ ବିରୋଧରେ ଠିଆ ହେବାର ସାହସ ହିଁ ପ୍ରକୃତ ଶ୍ରଦ୍ଧାଞ୍ଜଳି। xyxy=(416,1311,1198,1510)
answer-cell xyxy=(192,2081,211,2096)
letter-1-heading: ପ୍ରଥମେ ଗମନାଗମନର ସୁବିଧା ଦରକାର xyxy=(416,1882,676,1901)
answer-row xyxy=(173,2111,344,2126)
answer-cell xyxy=(173,2126,192,2141)
letter-3-body: ଜମ୍ମୁ-କଶ୍ମୀରରେ ଆତଙ୍କବାଦୀ ଏବଂ ପୋଲିସ ମଧ୍ୟରେ ପ୍ରତିଦିନ ସଂଘର୍ଷ ହେଉଛି। ସଂଘର୍ଷ ସମୟରେ ଅନେକ ପୋଲିସ କର୍ମଚାରୀ ଶହୀଦ ହେଉଛନ୍ତି। ପୋଲିସଙ୍କ ପାଖରେ ଉନ୍ନତମାନର ବୁଲେଟପ୍ରୁଫ୍ ଜ୍ୟାକେଟ୍ ନ ଥିବାରୁ ଏପରି ହେଉଛି। କେନ୍ଦ୍ର ସରକାର ଯଥାଶୀଘ୍ର ରାଜ୍ୟ ପୋଲିସଙ୍କୁ ଉନ୍ନତମାନର ବୁଲେଟପ୍ରୁଫ୍ ଜ୍ୟାକେଟ୍ ଯୋଗାଇବା ଉଚିତ। ଏହା ଦ୍ୱାରା ଅନେକ ଜୀବନ ରକ୍ଷା ପାଇପାରିବ। xyxy=(1104,1947,1488,2056)
answer-cell xyxy=(287,2201,306,2216)
answer-cell xyxy=(287,2081,306,2096)
sudoku-row xyxy=(41,1861,286,1888)
letters-header xyxy=(760,1816,1160,1868)
sudoku-cell xyxy=(177,1861,205,1888)
sudoku-cell: A xyxy=(122,1780,150,1807)
answer-cell xyxy=(268,2126,287,2141)
answer-row xyxy=(173,2126,344,2141)
answer-cell xyxy=(287,2126,306,2141)
sudoku-cell xyxy=(41,1807,68,1834)
